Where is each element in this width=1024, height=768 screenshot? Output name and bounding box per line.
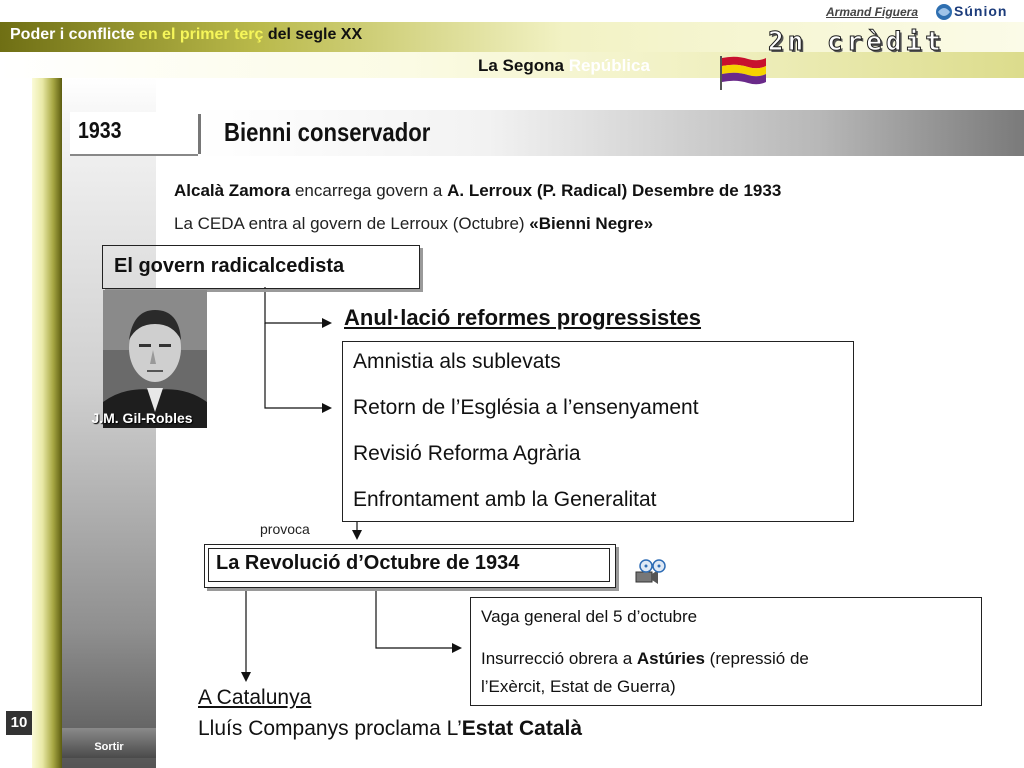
author-link[interactable]: Armand Figuera: [826, 5, 919, 19]
year-label: 1933: [78, 117, 122, 143]
republic-flag-icon: [718, 54, 768, 90]
event-text-bold: Astúries: [636, 649, 705, 668]
intro-text-bold: A. Lerroux (P. Radical) Desembre de 1933: [447, 181, 782, 200]
intro-line-1: [174, 181, 781, 201]
arrow-to-reforms: [265, 323, 330, 408]
government-box-label: El govern radicalcedista: [114, 255, 345, 277]
event-item: l’Exèrcit, Estat de Guerra): [481, 677, 676, 696]
unit-title: [478, 56, 650, 76]
left-margin: [0, 78, 32, 768]
catalonia-text-bold: Estat Català: [461, 717, 583, 740]
event-text: Insurrecció obrera a: [481, 649, 637, 668]
reform-item: Retorn de l’Església a l’ensenyament: [353, 396, 699, 419]
film-projector-icon[interactable]: [634, 558, 666, 586]
event-item: [481, 649, 809, 669]
event-text: (repressió de: [704, 649, 809, 668]
exit-button[interactable]: Sortir: [62, 728, 156, 758]
event-item: Vaga general del 5 d’octubre: [481, 607, 698, 626]
reform-item: Revisió Reforma Agrària: [353, 442, 581, 465]
course-title-part: del segle XX: [263, 26, 363, 43]
catalonia-text-part: Lluís Companys proclama L’: [198, 717, 462, 740]
intro-text-bold: Alcalà Zamora: [174, 181, 291, 200]
unit-title-highlight: República: [568, 56, 650, 75]
catalonia-heading: A Catalunya: [198, 686, 312, 709]
catalonia-text: [198, 717, 582, 741]
reform-item: Enfrontament amb la Generalitat: [353, 488, 657, 511]
title-divider: [198, 114, 201, 154]
unit-title-part: La Segona: [478, 56, 569, 75]
reform-item: Amnistia als sublevats: [353, 350, 561, 373]
page-number: 10: [6, 711, 32, 735]
intro-text: La CEDA entra al govern de Lerroux (Octubre): [174, 214, 530, 233]
sunion-logo-text: Súnion: [954, 3, 1008, 19]
annulment-heading: Anul·lació reformes progressistes: [344, 305, 702, 330]
revolution-box-label: La Revolució d’Octubre de 1934: [216, 552, 520, 574]
intro-text: encarrega govern a: [290, 181, 448, 200]
intro-line-2: [174, 214, 653, 234]
arrow-to-annulment: [265, 287, 330, 323]
gil-robles-portrait: [103, 290, 207, 428]
slide-title: Bienni conservador: [224, 117, 431, 147]
course-title-highlight: en el primer terç: [138, 26, 264, 43]
left-rail-olive: [32, 78, 62, 768]
course-title-part: Poder i conflicte: [10, 26, 139, 43]
provoca-label: provoca: [260, 521, 310, 537]
photo-caption: J.M. Gil-Robles: [91, 410, 193, 426]
credit-label: 2n crèdit: [768, 27, 945, 57]
arrow-to-events: [376, 586, 460, 648]
course-title: [10, 26, 362, 44]
intro-text-bold: «Bienni Negre»: [529, 214, 654, 233]
